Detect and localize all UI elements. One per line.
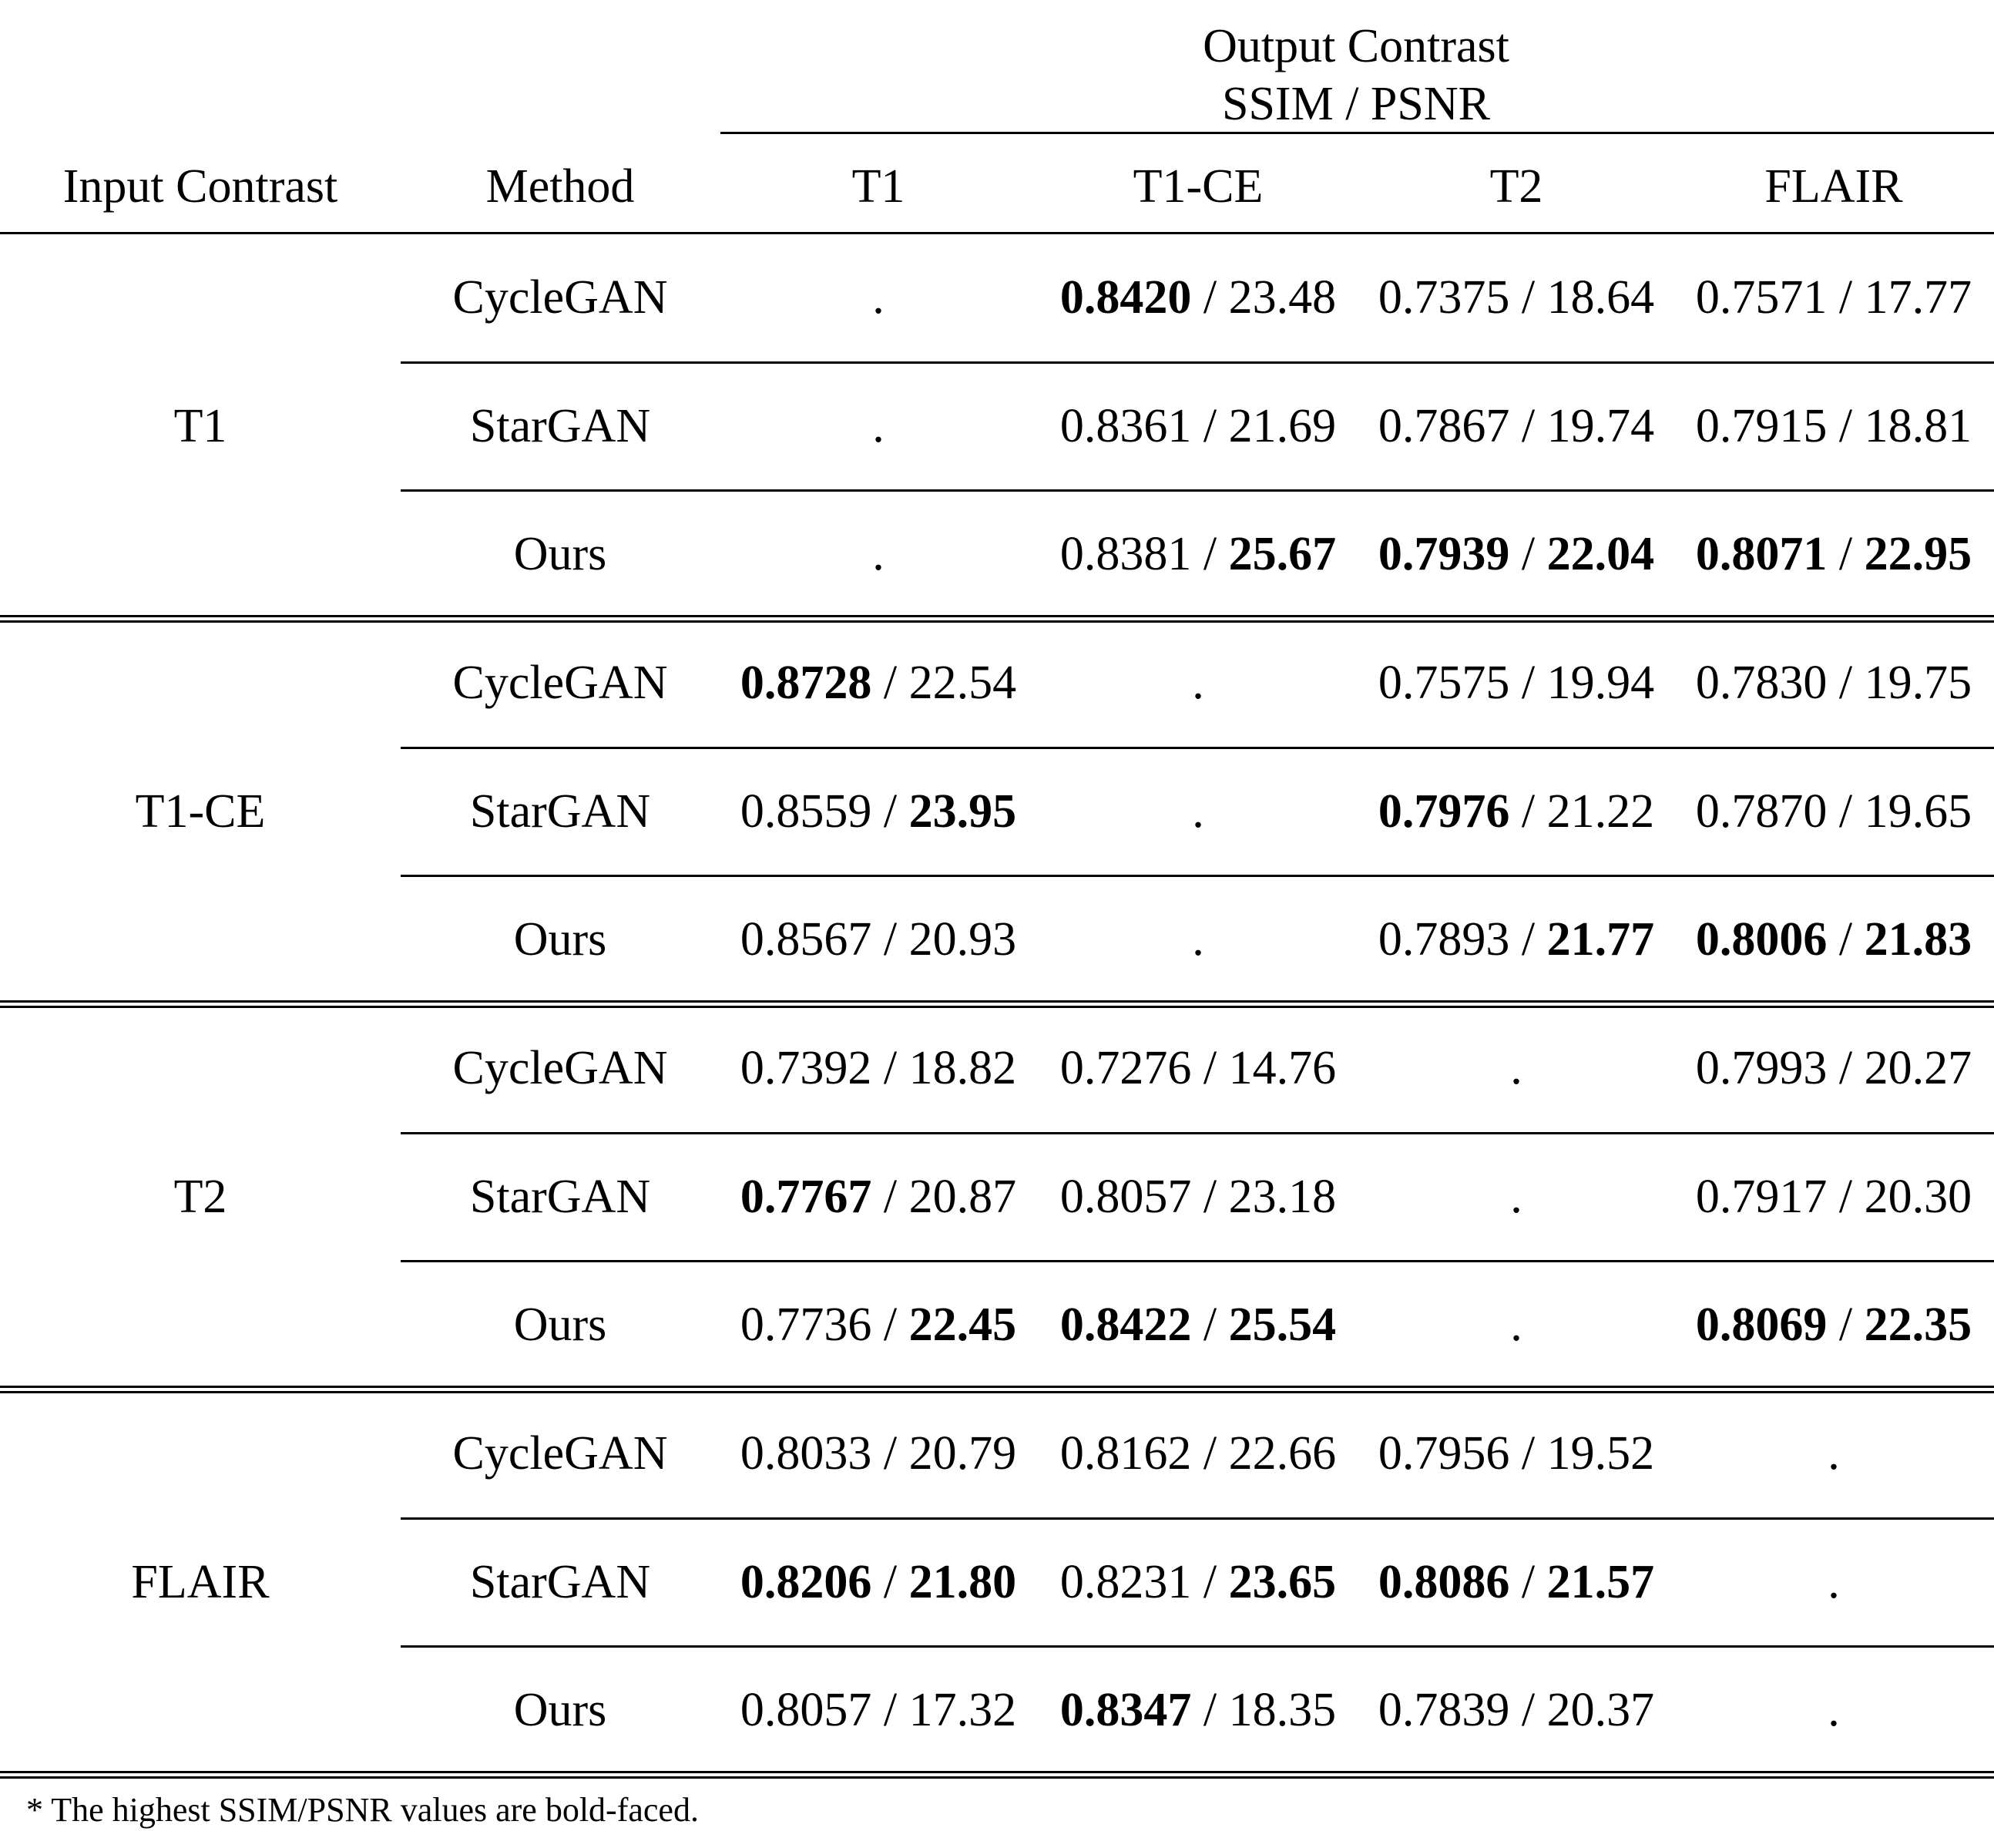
method-label: StarGAN	[469, 1555, 651, 1608]
method-label: StarGAN	[469, 1170, 651, 1223]
method-label: StarGAN	[469, 785, 651, 838]
score-cell	[1378, 1684, 1655, 1737]
value-separator: /	[871, 1170, 909, 1223]
value-separator: /	[1827, 528, 1865, 581]
score-cell	[1059, 1555, 1337, 1608]
value-separator: /	[1827, 913, 1865, 966]
method-label: CycleGAN	[452, 657, 668, 710]
value-separator: /	[1191, 1042, 1229, 1095]
psnr-value: 18.64	[1546, 271, 1655, 324]
input-contrast-label: T2	[173, 1171, 227, 1223]
psnr-value: 22.54	[908, 657, 1017, 710]
value-separator: /	[871, 1042, 909, 1095]
empty-cell-dot: .	[1192, 657, 1204, 710]
psnr-value: 21.80	[908, 1555, 1017, 1608]
score-cell	[740, 657, 1017, 710]
psnr-value: 20.37	[1546, 1684, 1655, 1737]
psnr-value: 21.22	[1546, 785, 1655, 838]
metric-header: SSIM / PSNR	[1221, 78, 1491, 130]
score-cell	[1059, 1427, 1337, 1480]
psnr-value: 23.65	[1228, 1555, 1337, 1608]
ssim-value: 0.7956	[1378, 1427, 1510, 1480]
column-header-t2: T2	[1489, 160, 1543, 213]
ssim-value: 0.7736	[740, 1299, 872, 1352]
score-cell	[1695, 399, 1972, 452]
group-separator	[0, 1000, 1994, 1008]
psnr-value: 21.69	[1228, 399, 1337, 452]
value-separator: /	[1827, 1299, 1865, 1352]
score-cell	[740, 1299, 1017, 1352]
empty-cell-dot: .	[872, 271, 885, 324]
value-separator: /	[1509, 913, 1547, 966]
psnr-value: 22.04	[1546, 528, 1655, 581]
psnr-value: 21.77	[1546, 913, 1655, 966]
psnr-value: 20.27	[1864, 1042, 1972, 1095]
method-label: Ours	[513, 913, 607, 966]
ssim-value: 0.8086	[1378, 1555, 1510, 1608]
method-label: CycleGAN	[452, 1427, 668, 1480]
score-cell	[740, 1042, 1017, 1095]
value-separator: /	[871, 1555, 909, 1608]
empty-cell-dot: .	[1828, 1555, 1840, 1608]
ssim-value: 0.8361	[1059, 399, 1192, 452]
value-separator: /	[1191, 399, 1229, 452]
psnr-value: 22.95	[1864, 528, 1972, 581]
ssim-value: 0.8567	[740, 913, 872, 966]
ssim-value: 0.8381	[1059, 528, 1192, 581]
row-separator	[401, 1132, 1994, 1134]
ssim-value: 0.7571	[1695, 271, 1828, 324]
input-contrast-label: FLAIR	[131, 1556, 270, 1608]
ssim-value: 0.8422	[1059, 1299, 1192, 1352]
ssim-value: 0.8206	[740, 1555, 872, 1608]
score-cell	[1378, 271, 1655, 324]
ssim-value: 0.8069	[1695, 1299, 1828, 1352]
group-separator	[0, 615, 1994, 623]
value-separator: /	[1509, 399, 1547, 452]
psnr-value: 23.48	[1228, 271, 1337, 324]
empty-cell-dot: .	[1510, 1299, 1522, 1352]
input-contrast-label: T1-CE	[135, 785, 266, 838]
psnr-value: 25.67	[1228, 528, 1337, 581]
method-label: CycleGAN	[452, 1042, 668, 1095]
psnr-value: 25.54	[1228, 1299, 1337, 1352]
method-label: Ours	[513, 1684, 607, 1737]
ssim-value: 0.7870	[1695, 785, 1828, 838]
psnr-value: 18.35	[1228, 1684, 1337, 1737]
ssim-value: 0.7375	[1378, 271, 1510, 324]
psnr-value: 20.79	[908, 1427, 1017, 1480]
value-separator: /	[871, 1427, 909, 1480]
psnr-value: 19.75	[1864, 657, 1972, 710]
input-contrast-label: T1	[173, 400, 227, 452]
score-cell	[1059, 1299, 1337, 1352]
empty-cell-dot: .	[1510, 1042, 1522, 1095]
value-separator: /	[1827, 1170, 1865, 1223]
method-header: Method	[485, 160, 635, 213]
row-separator	[401, 1260, 1994, 1262]
ssim-value: 0.8071	[1695, 528, 1828, 581]
ssim-value: 0.8057	[1059, 1170, 1192, 1223]
psnr-value: 18.82	[908, 1042, 1017, 1095]
score-cell	[1695, 1042, 1972, 1095]
row-separator	[401, 489, 1994, 492]
value-separator: /	[1827, 1042, 1865, 1095]
score-cell	[740, 1427, 1017, 1480]
ssim-value: 0.7917	[1695, 1170, 1828, 1223]
value-separator: /	[1827, 271, 1865, 324]
empty-cell-dot: .	[1192, 913, 1204, 966]
ssim-value: 0.7830	[1695, 657, 1828, 710]
psnr-value: 22.35	[1864, 1299, 1972, 1352]
column-header-t1-ce: T1-CE	[1133, 160, 1264, 213]
value-separator: /	[1191, 1555, 1229, 1608]
column-header-t1: T1	[851, 160, 905, 213]
value-separator: /	[1827, 399, 1865, 452]
psnr-value: 22.66	[1228, 1427, 1337, 1480]
score-cell	[1695, 1299, 1972, 1352]
ssim-value: 0.7993	[1695, 1042, 1828, 1095]
score-cell	[1059, 528, 1337, 581]
score-cell	[1059, 271, 1337, 324]
value-separator: /	[1509, 785, 1547, 838]
psnr-value: 20.93	[908, 913, 1017, 966]
score-cell	[872, 528, 885, 581]
ssim-value: 0.8162	[1059, 1427, 1192, 1480]
score-cell	[740, 913, 1017, 966]
score-cell	[1695, 528, 1972, 581]
score-cell	[1510, 1170, 1522, 1223]
group-separator	[0, 1386, 1994, 1393]
output-contrast-underline	[720, 132, 1994, 134]
score-cell	[740, 1170, 1017, 1223]
header-bottom-rule	[0, 232, 1994, 234]
empty-cell-dot: .	[1510, 1170, 1522, 1223]
value-separator: /	[1509, 271, 1547, 324]
score-cell	[872, 271, 885, 324]
psnr-value: 19.52	[1546, 1427, 1655, 1480]
value-separator: /	[1191, 1170, 1229, 1223]
empty-cell-dot: .	[1192, 785, 1204, 838]
row-separator	[401, 875, 1994, 877]
row-separator	[401, 361, 1994, 364]
ssim-value: 0.7915	[1695, 399, 1828, 452]
score-cell	[1695, 271, 1972, 324]
row-separator	[401, 1645, 1994, 1648]
psnr-value: 22.45	[908, 1299, 1017, 1352]
score-cell	[1695, 913, 1972, 966]
value-separator: /	[1191, 271, 1229, 324]
psnr-value: 21.57	[1546, 1555, 1655, 1608]
psnr-value: 19.94	[1546, 657, 1655, 710]
row-separator	[401, 747, 1994, 749]
ssim-value: 0.8559	[740, 785, 872, 838]
ssim-value: 0.7893	[1378, 913, 1510, 966]
score-cell	[1695, 1170, 1972, 1223]
output-contrast-header: Output Contrast	[1203, 20, 1509, 72]
score-cell	[1059, 1170, 1337, 1223]
score-cell	[1378, 657, 1655, 710]
value-separator: /	[1191, 1684, 1229, 1737]
score-cell	[1828, 1684, 1840, 1737]
ssim-value: 0.8347	[1059, 1684, 1192, 1737]
value-separator: /	[871, 1684, 909, 1737]
value-separator: /	[871, 1299, 909, 1352]
empty-cell-dot: .	[1828, 1427, 1840, 1480]
row-separator	[401, 1517, 1994, 1520]
score-cell	[1695, 785, 1972, 838]
value-separator: /	[1509, 1555, 1547, 1608]
ssim-value: 0.8033	[740, 1427, 872, 1480]
score-cell	[1378, 528, 1655, 581]
score-cell	[740, 1555, 1017, 1608]
method-label: Ours	[513, 1299, 607, 1352]
score-cell	[1192, 785, 1204, 838]
method-label: Ours	[513, 528, 607, 581]
empty-cell-dot: .	[1828, 1684, 1840, 1737]
ssim-value: 0.7839	[1378, 1684, 1510, 1737]
value-separator: /	[1509, 528, 1547, 581]
psnr-value: 17.32	[908, 1684, 1017, 1737]
score-cell	[1378, 785, 1655, 838]
score-cell	[1828, 1427, 1840, 1480]
score-cell	[740, 785, 1017, 838]
value-separator: /	[1509, 657, 1547, 710]
value-separator: /	[1827, 657, 1865, 710]
ssim-value: 0.7767	[740, 1170, 872, 1223]
score-cell	[1378, 1427, 1655, 1480]
psnr-value: 17.77	[1864, 271, 1972, 324]
score-cell	[1059, 399, 1337, 452]
score-cell	[1059, 1042, 1337, 1095]
score-cell	[1059, 1684, 1337, 1737]
ssim-value: 0.7276	[1059, 1042, 1192, 1095]
score-cell	[1378, 913, 1655, 966]
column-header-flair: FLAIR	[1764, 160, 1903, 213]
psnr-value: 23.18	[1228, 1170, 1337, 1223]
psnr-value: 20.30	[1864, 1170, 1972, 1223]
value-separator: /	[1191, 528, 1229, 581]
ssim-value: 0.7575	[1378, 657, 1510, 710]
score-cell	[1192, 657, 1204, 710]
value-separator: /	[1509, 1427, 1547, 1480]
ssim-value: 0.8006	[1695, 913, 1828, 966]
value-separator: /	[1509, 1684, 1547, 1737]
ssim-value: 0.7392	[740, 1042, 872, 1095]
value-separator: /	[1191, 1427, 1229, 1480]
value-separator: /	[1191, 1299, 1229, 1352]
psnr-value: 21.83	[1864, 913, 1972, 966]
psnr-value: 19.74	[1546, 399, 1655, 452]
value-separator: /	[1827, 785, 1865, 838]
empty-cell-dot: .	[872, 399, 885, 452]
score-cell	[872, 399, 885, 452]
ssim-value: 0.8057	[740, 1684, 872, 1737]
empty-cell-dot: .	[872, 528, 885, 581]
method-label: CycleGAN	[452, 271, 668, 324]
score-cell	[1378, 1555, 1655, 1608]
score-cell	[1510, 1299, 1522, 1352]
psnr-value: 18.81	[1864, 399, 1972, 452]
ssim-value: 0.8728	[740, 657, 872, 710]
ssim-value: 0.7976	[1378, 785, 1510, 838]
value-separator: /	[871, 785, 909, 838]
value-separator: /	[871, 913, 909, 966]
psnr-value: 23.95	[908, 785, 1017, 838]
score-cell	[1828, 1555, 1840, 1608]
footnote: * The highest SSIM/PSNR values are bold-faced.	[26, 1791, 699, 1829]
psnr-value: 14.76	[1228, 1042, 1337, 1095]
score-cell	[1695, 657, 1972, 710]
ssim-value: 0.7867	[1378, 399, 1510, 452]
input-contrast-header: Input Contrast	[62, 160, 338, 213]
ssim-value: 0.8420	[1059, 271, 1192, 324]
score-cell	[1378, 399, 1655, 452]
group-separator	[0, 1771, 1994, 1779]
score-cell	[1510, 1042, 1522, 1095]
ssim-value: 0.8231	[1059, 1555, 1192, 1608]
score-cell	[1192, 913, 1204, 966]
ssim-value: 0.7939	[1378, 528, 1510, 581]
score-cell	[740, 1684, 1017, 1737]
psnr-value: 19.65	[1864, 785, 1972, 838]
psnr-value: 20.87	[908, 1170, 1017, 1223]
value-separator: /	[871, 657, 909, 710]
method-label: StarGAN	[469, 399, 651, 452]
